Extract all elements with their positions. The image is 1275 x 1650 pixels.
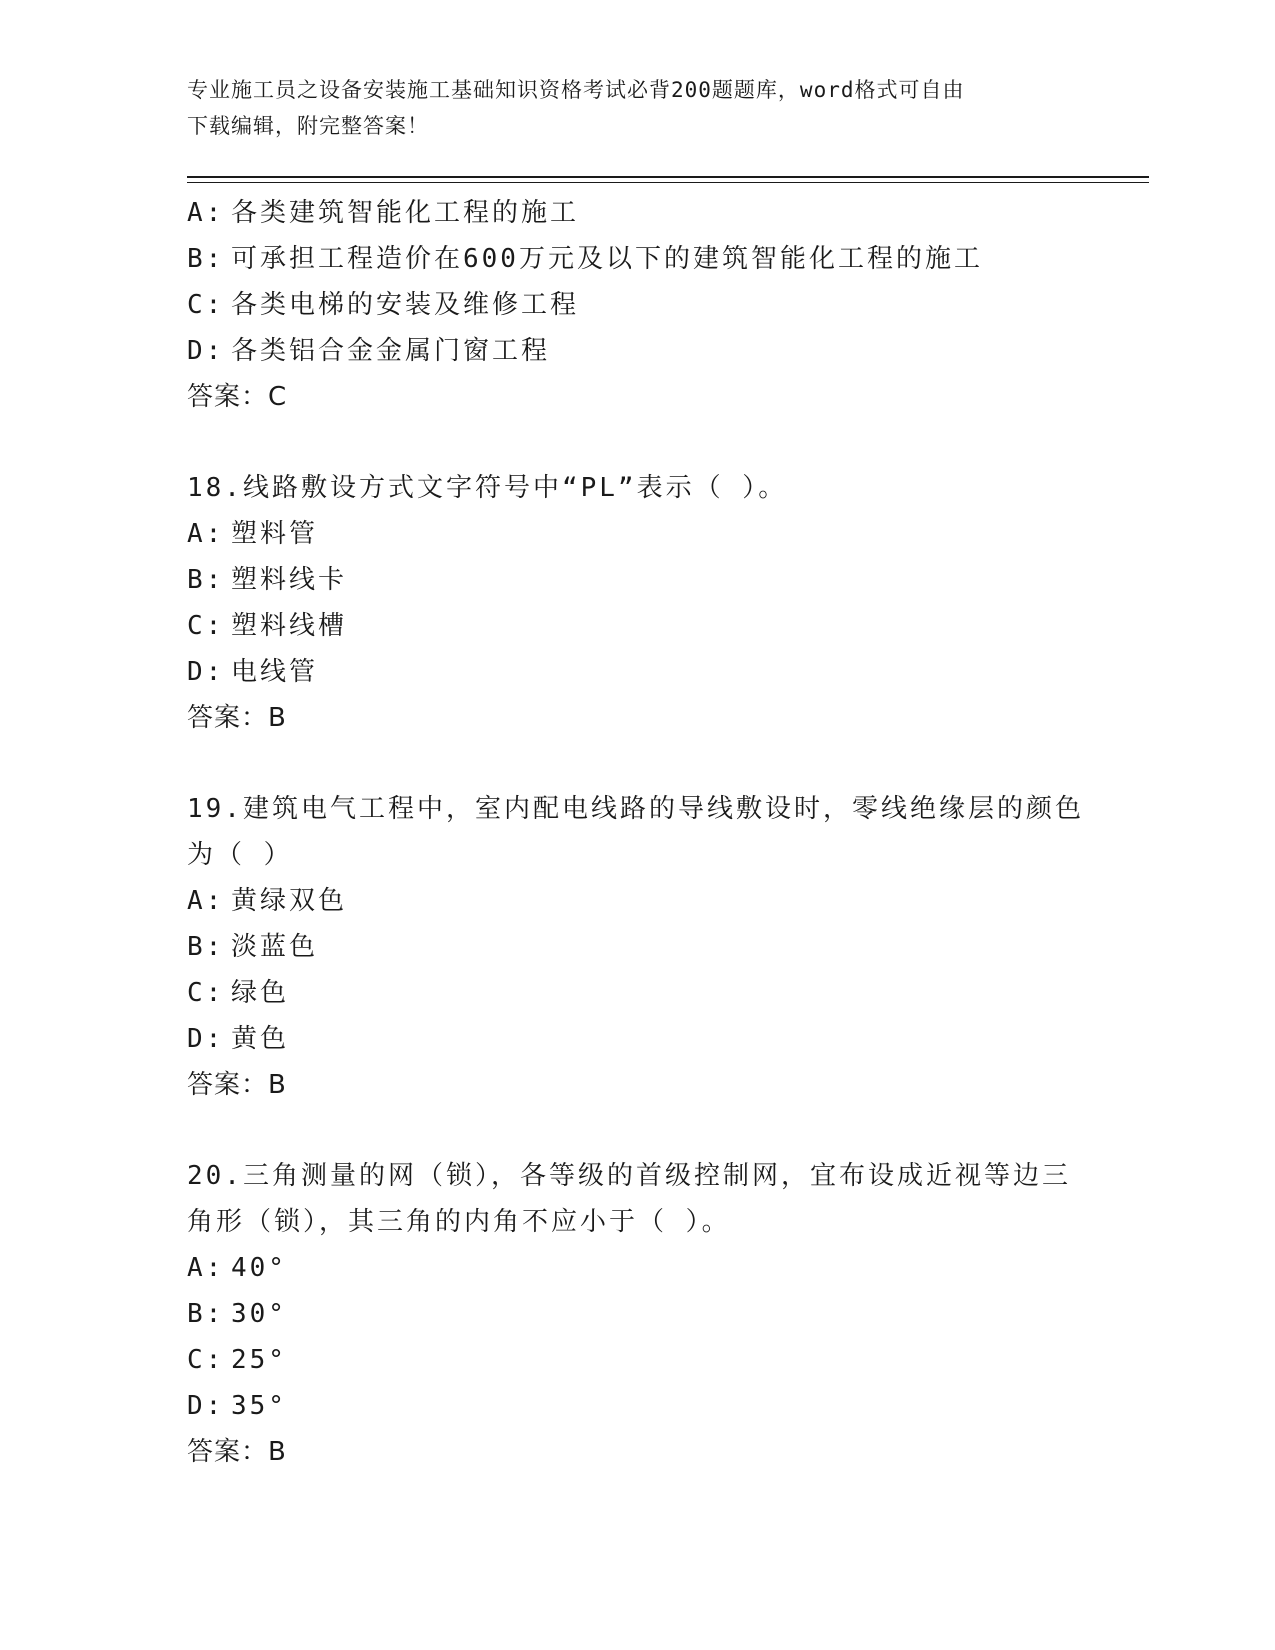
answer-line: 答案：B (187, 1070, 287, 1100)
option-c: C: 25° (187, 1345, 287, 1375)
question-18 (187, 465, 1087, 741)
question-17-options (187, 190, 1087, 420)
header-line-1: 专业施工员之设备安装施工基础知识资格考试必背200题题库，word格式可自由 (187, 78, 965, 102)
option-d: D: 电线管 (187, 657, 319, 687)
header-rule-thick (187, 176, 1149, 178)
option-c: C: 绿色 (187, 978, 290, 1008)
option-b: B: 塑料线卡 (187, 565, 348, 595)
question-text-line-2: 为（ ） (187, 840, 293, 870)
option-c: C: 各类电梯的安装及维修工程 (187, 290, 580, 320)
option-c: C: 塑料线槽 (187, 611, 348, 641)
answer-line: 答案：B (187, 703, 287, 733)
question-text-line-2: 角形（锁），其三角的内角不应小于（ ）。 (187, 1207, 731, 1237)
question-text: 18.线路敷设方式文字符号中“PL”表示（ ）。 (187, 473, 788, 503)
option-a: A: 40° (187, 1253, 287, 1283)
option-d: D: 黄色 (187, 1024, 290, 1054)
option-d: D: 35° (187, 1391, 287, 1421)
question-19 (187, 786, 1087, 1108)
question-text-line-1: 20.三角测量的网（锁），各等级的首级控制网，宜布设成近视等边三 (187, 1161, 1071, 1191)
option-a: A: 黄绿双色 (187, 886, 348, 916)
option-b: B: 淡蓝色 (187, 932, 319, 962)
question-text-line-1: 19.建筑电气工程中，室内配电线路的导线敷设时，零线绝缘层的颜色 (187, 794, 1084, 824)
option-d: D: 各类铝合金金属门窗工程 (187, 336, 551, 366)
answer-line: 答案：C (187, 382, 288, 412)
option-b: B: 可承担工程造价在600万元及以下的建筑智能化工程的施工 (187, 244, 983, 274)
answer-line: 答案：B (187, 1437, 287, 1467)
document-header (187, 72, 1067, 144)
option-b: B: 30° (187, 1299, 287, 1329)
header-line-2: 下载编辑，附完整答案！ (187, 114, 429, 138)
header-rule-thin (187, 182, 1149, 183)
option-a: A: 各类建筑智能化工程的施工 (187, 198, 580, 228)
question-20 (187, 1153, 1087, 1475)
option-a: A: 塑料管 (187, 519, 319, 549)
question-content (187, 190, 1087, 1475)
